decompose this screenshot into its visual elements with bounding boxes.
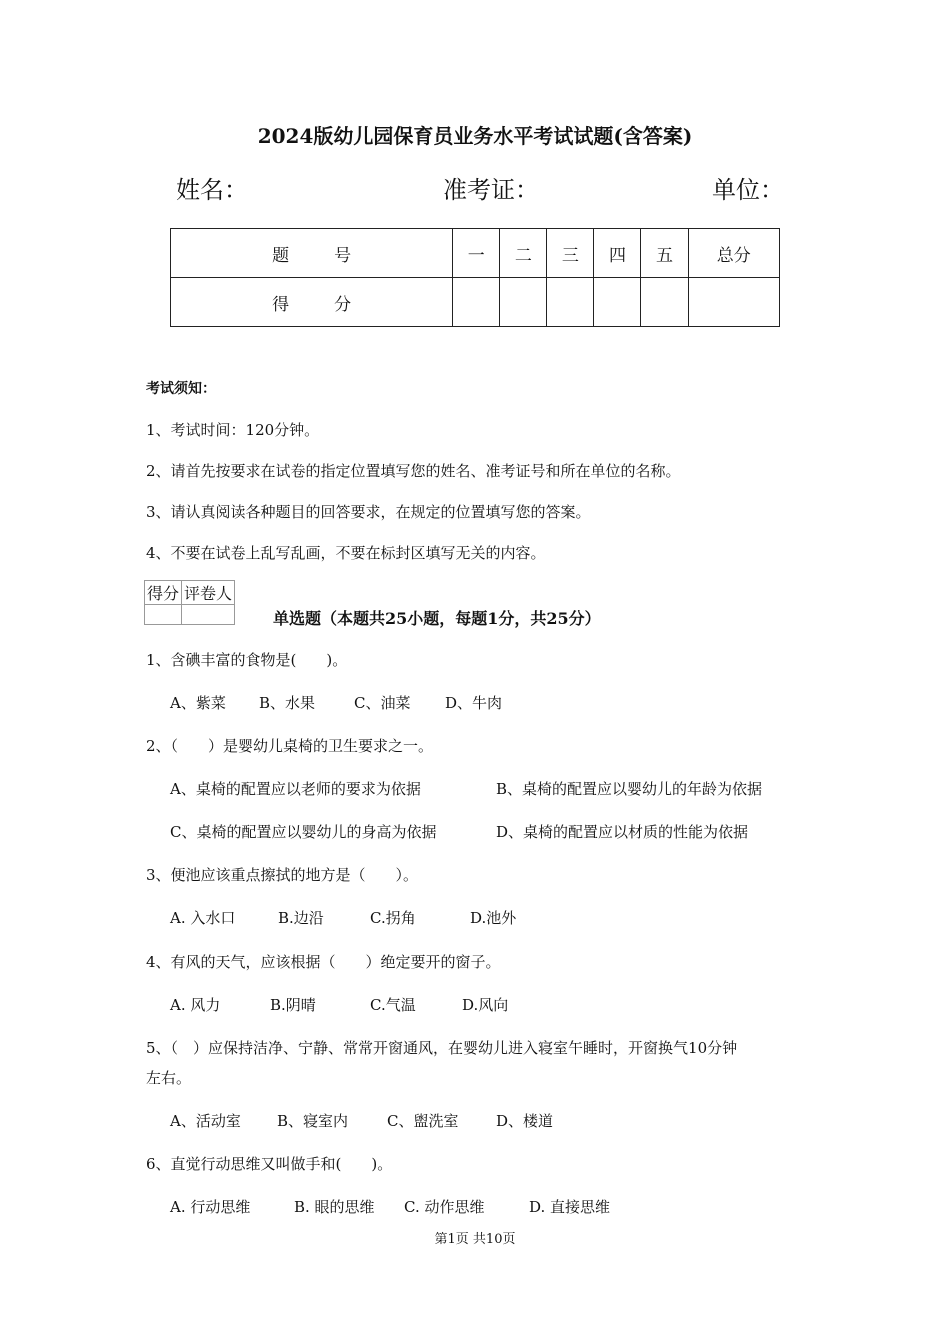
score-table-cell [500, 278, 547, 327]
score-table-cell [594, 278, 641, 327]
score-table-cell: 一 [453, 229, 500, 278]
exam-number-field-label: 准考证： [443, 176, 539, 204]
question-text-continued: 左右。 [146, 1069, 192, 1087]
option: B.阴晴 [270, 996, 316, 1014]
score-table-cell: 五 [641, 229, 688, 278]
grader-box-cell [145, 605, 182, 625]
question-text: 3、便池应该重点擦拭的地方是（ ）。 [146, 866, 419, 884]
option: C.气温 [370, 996, 416, 1014]
name-field-label: 姓名： [176, 176, 248, 204]
page-footer: 第1页 共10页 [434, 1232, 516, 1247]
score-table-score-row [171, 278, 780, 327]
notice-heading: 考试须知： [146, 381, 216, 397]
notice-item: 3、请认真阅读各种题目的回答要求，在规定的位置填写您的答案。 [146, 503, 591, 521]
option: A、桌椅的配置应以老师的要求为依据 [170, 780, 421, 798]
score-table-header-row [171, 229, 780, 278]
option: D. 直接思维 [529, 1198, 611, 1216]
notice-item: 4、不要在试卷上乱写乱画，不要在标封区填写无关的内容。 [146, 544, 546, 562]
grader-box-cell [182, 605, 235, 625]
question-text: 6、直觉行动思维又叫做手和( )。 [146, 1155, 393, 1173]
option: D、楼道 [496, 1112, 554, 1130]
score-table-cell: 二 [500, 229, 547, 278]
score-table-cell [453, 278, 500, 327]
option: C. 动作思维 [404, 1198, 485, 1216]
score-table-cell: 四 [594, 229, 641, 278]
option: A. 风力 [170, 996, 221, 1014]
notice-item: 1、考试时间：120分钟。 [146, 421, 320, 439]
score-table-cell [547, 278, 594, 327]
option: B. 眼的思维 [294, 1198, 375, 1216]
option: C、盥洗室 [387, 1112, 459, 1130]
unit-field-label: 单位： [712, 176, 784, 204]
score-table-cell [688, 278, 779, 327]
notice-item: 2、请首先按要求在试卷的指定位置填写您的姓名、准考证号和所在单位的名称。 [146, 462, 681, 480]
score-table [170, 228, 780, 327]
option: A. 入水口 [170, 909, 236, 927]
option: C.拐角 [370, 909, 416, 927]
option: B、水果 [259, 694, 316, 712]
option: B.边沿 [278, 909, 324, 927]
option: B、桌椅的配置应以婴幼儿的年龄为依据 [496, 780, 763, 798]
question-text: 5、（ ）应保持洁净、宁静、常常开窗通风，在婴幼儿进入寝室午睡时，开窗换气10分钟 [146, 1039, 738, 1057]
grader-box-score-label: 得分 [145, 581, 182, 605]
grader-box [144, 580, 235, 625]
option: D.风向 [462, 996, 509, 1014]
option: D、桌椅的配置应以材质的性能为依据 [496, 823, 749, 841]
option: A. 行动思维 [170, 1198, 251, 1216]
score-table-cell [641, 278, 688, 327]
question-text: 2、（ ）是婴幼儿桌椅的卫生要求之一。 [146, 737, 434, 755]
option: C、桌椅的配置应以婴幼儿的身高为依据 [170, 823, 437, 841]
section-title: 单选题（本题共25小题，每题1分，共25分） [273, 609, 601, 628]
question-text: 4、有风的天气，应该根据（ ）绝定要开的窗子。 [146, 953, 501, 971]
score-table-cell: 题 号 [171, 229, 453, 278]
score-table-cell: 三 [547, 229, 594, 278]
option: B、寝室内 [277, 1112, 349, 1130]
page-title: 2024版幼儿园保育员业务水平考试试题(含答案) [257, 124, 693, 148]
score-table-cell: 得 分 [171, 278, 453, 327]
question-text: 1、含碘丰富的食物是( )。 [146, 651, 348, 669]
option: C、油菜 [354, 694, 411, 712]
option: A、紫菜 [170, 694, 226, 712]
option: A、活动室 [170, 1112, 241, 1130]
option: D、牛肉 [445, 694, 503, 712]
score-table-cell: 总分 [688, 229, 779, 278]
option: D.池外 [470, 909, 517, 927]
grader-box-grader-label: 评卷人 [182, 581, 235, 605]
